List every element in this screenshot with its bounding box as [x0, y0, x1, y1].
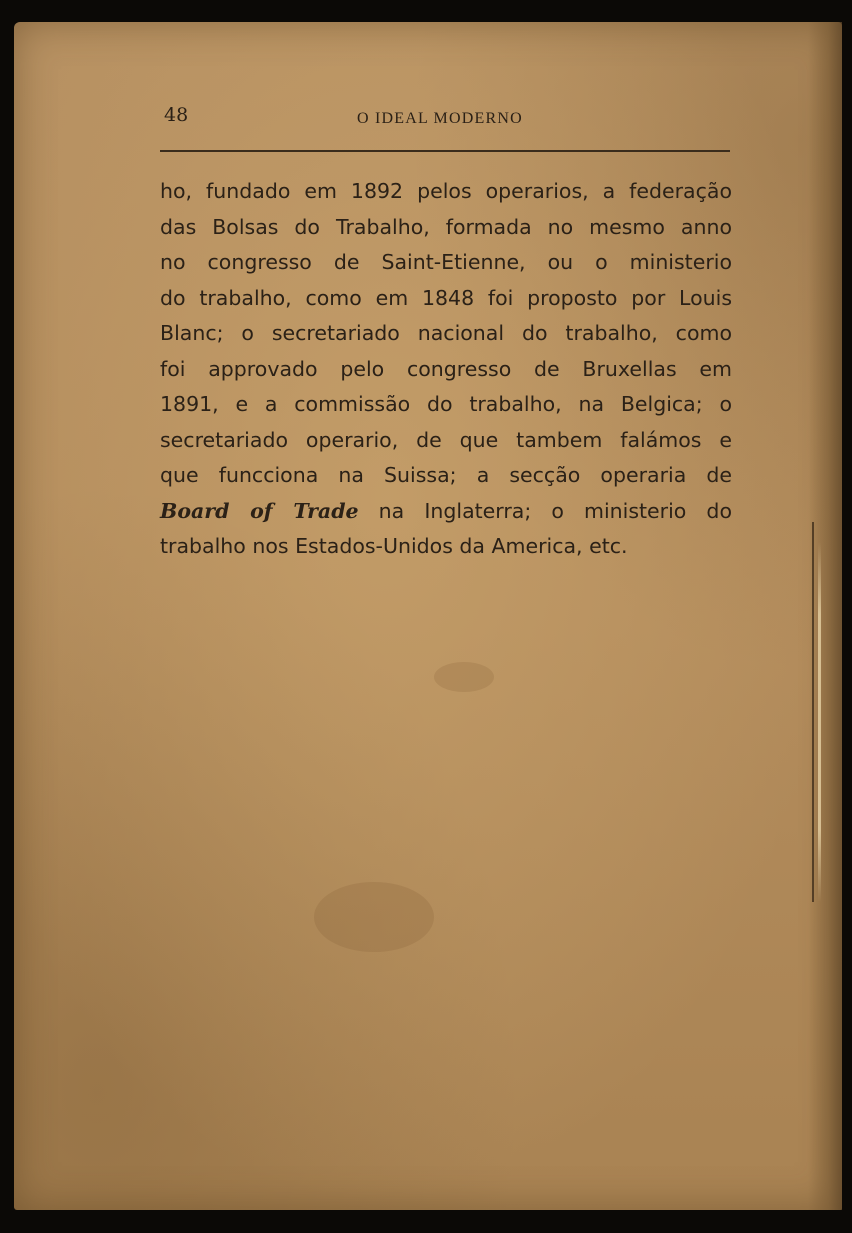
header-rule [160, 150, 730, 152]
paper-stain [314, 882, 434, 952]
text-line [160, 494, 732, 530]
binding-shadow [812, 522, 814, 902]
text-line: trabalho nos Estados-Unidos da America, etc. [160, 534, 628, 558]
text-line: ho, fundado em 1892 pelos operarios, a federação [160, 179, 732, 203]
text-line: do trabalho, como em 1848 foi proposto por Louis [160, 285, 732, 310]
text-line: secretariado operario, de que tambem falámos e [160, 427, 732, 452]
text-line: das Bolsas do Trabalho, formada no mesmo anno [160, 214, 732, 239]
italic-title: Board of Trade [160, 498, 359, 523]
binding-thread [818, 542, 821, 902]
text-line: no congresso de Saint-Etienne, ou o ministerio [160, 250, 732, 274]
text-line: foi approvado pelo congresso de Bruxellas em [160, 356, 732, 381]
page-number: 48 [164, 104, 189, 126]
paper-stain [434, 662, 494, 692]
text-fragment: na Inglaterra; o ministerio do [358, 498, 732, 523]
running-head: O IDEAL MODERNO [357, 110, 523, 127]
text-line: Blanc; o secretariado nacional do trabalho, como [160, 321, 732, 345]
text-line: 1891, e a commissão do trabalho, na Belgica; o [160, 392, 732, 416]
text-line: que funcciona na Suissa; a secção operaria de [160, 463, 732, 487]
book-page [14, 22, 842, 1210]
body-paragraph [160, 174, 732, 565]
